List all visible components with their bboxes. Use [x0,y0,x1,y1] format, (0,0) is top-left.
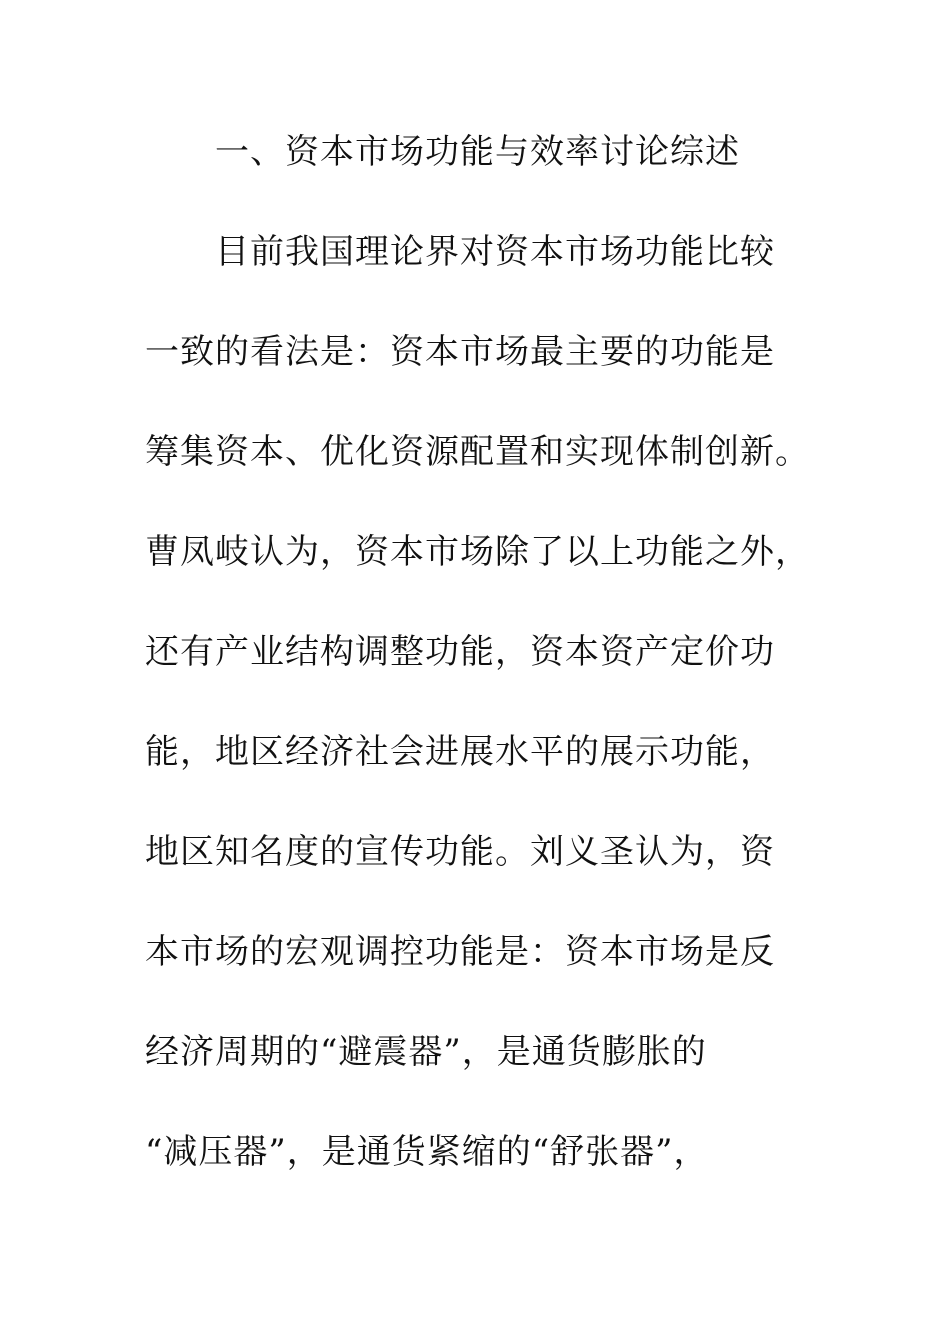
paragraph-line: 目前我国理论界对资本市场功能比较 [215,232,775,272]
section-heading: 一、资本市场功能与效率讨论综述 [215,132,740,172]
paragraph-line: 能，地区经济社会进展水平的展示功能， [145,732,775,772]
paragraph-line: 本市场的宏观调控功能是：资本市场是反 [145,932,775,972]
paragraph-line: 曹凤岐认为，资本市场除了以上功能之外， [145,532,810,572]
paragraph-line: “减压器”，是通货紧缩的“舒张器”， [145,1132,709,1172]
paragraph-line: 一致的看法是：资本市场最主要的功能是 [145,332,775,372]
paragraph-line: 地区知名度的宣传功能。刘义圣认为，资 [145,832,775,872]
paragraph-line: 筹集资本、优化资源配置和实现体制创新。 [145,432,810,472]
paragraph-line: 经济周期的“避震器”，是通货膨胀的 [145,1032,707,1072]
paragraph-line: 还有产业结构调整功能，资本资产定价功 [145,632,775,672]
